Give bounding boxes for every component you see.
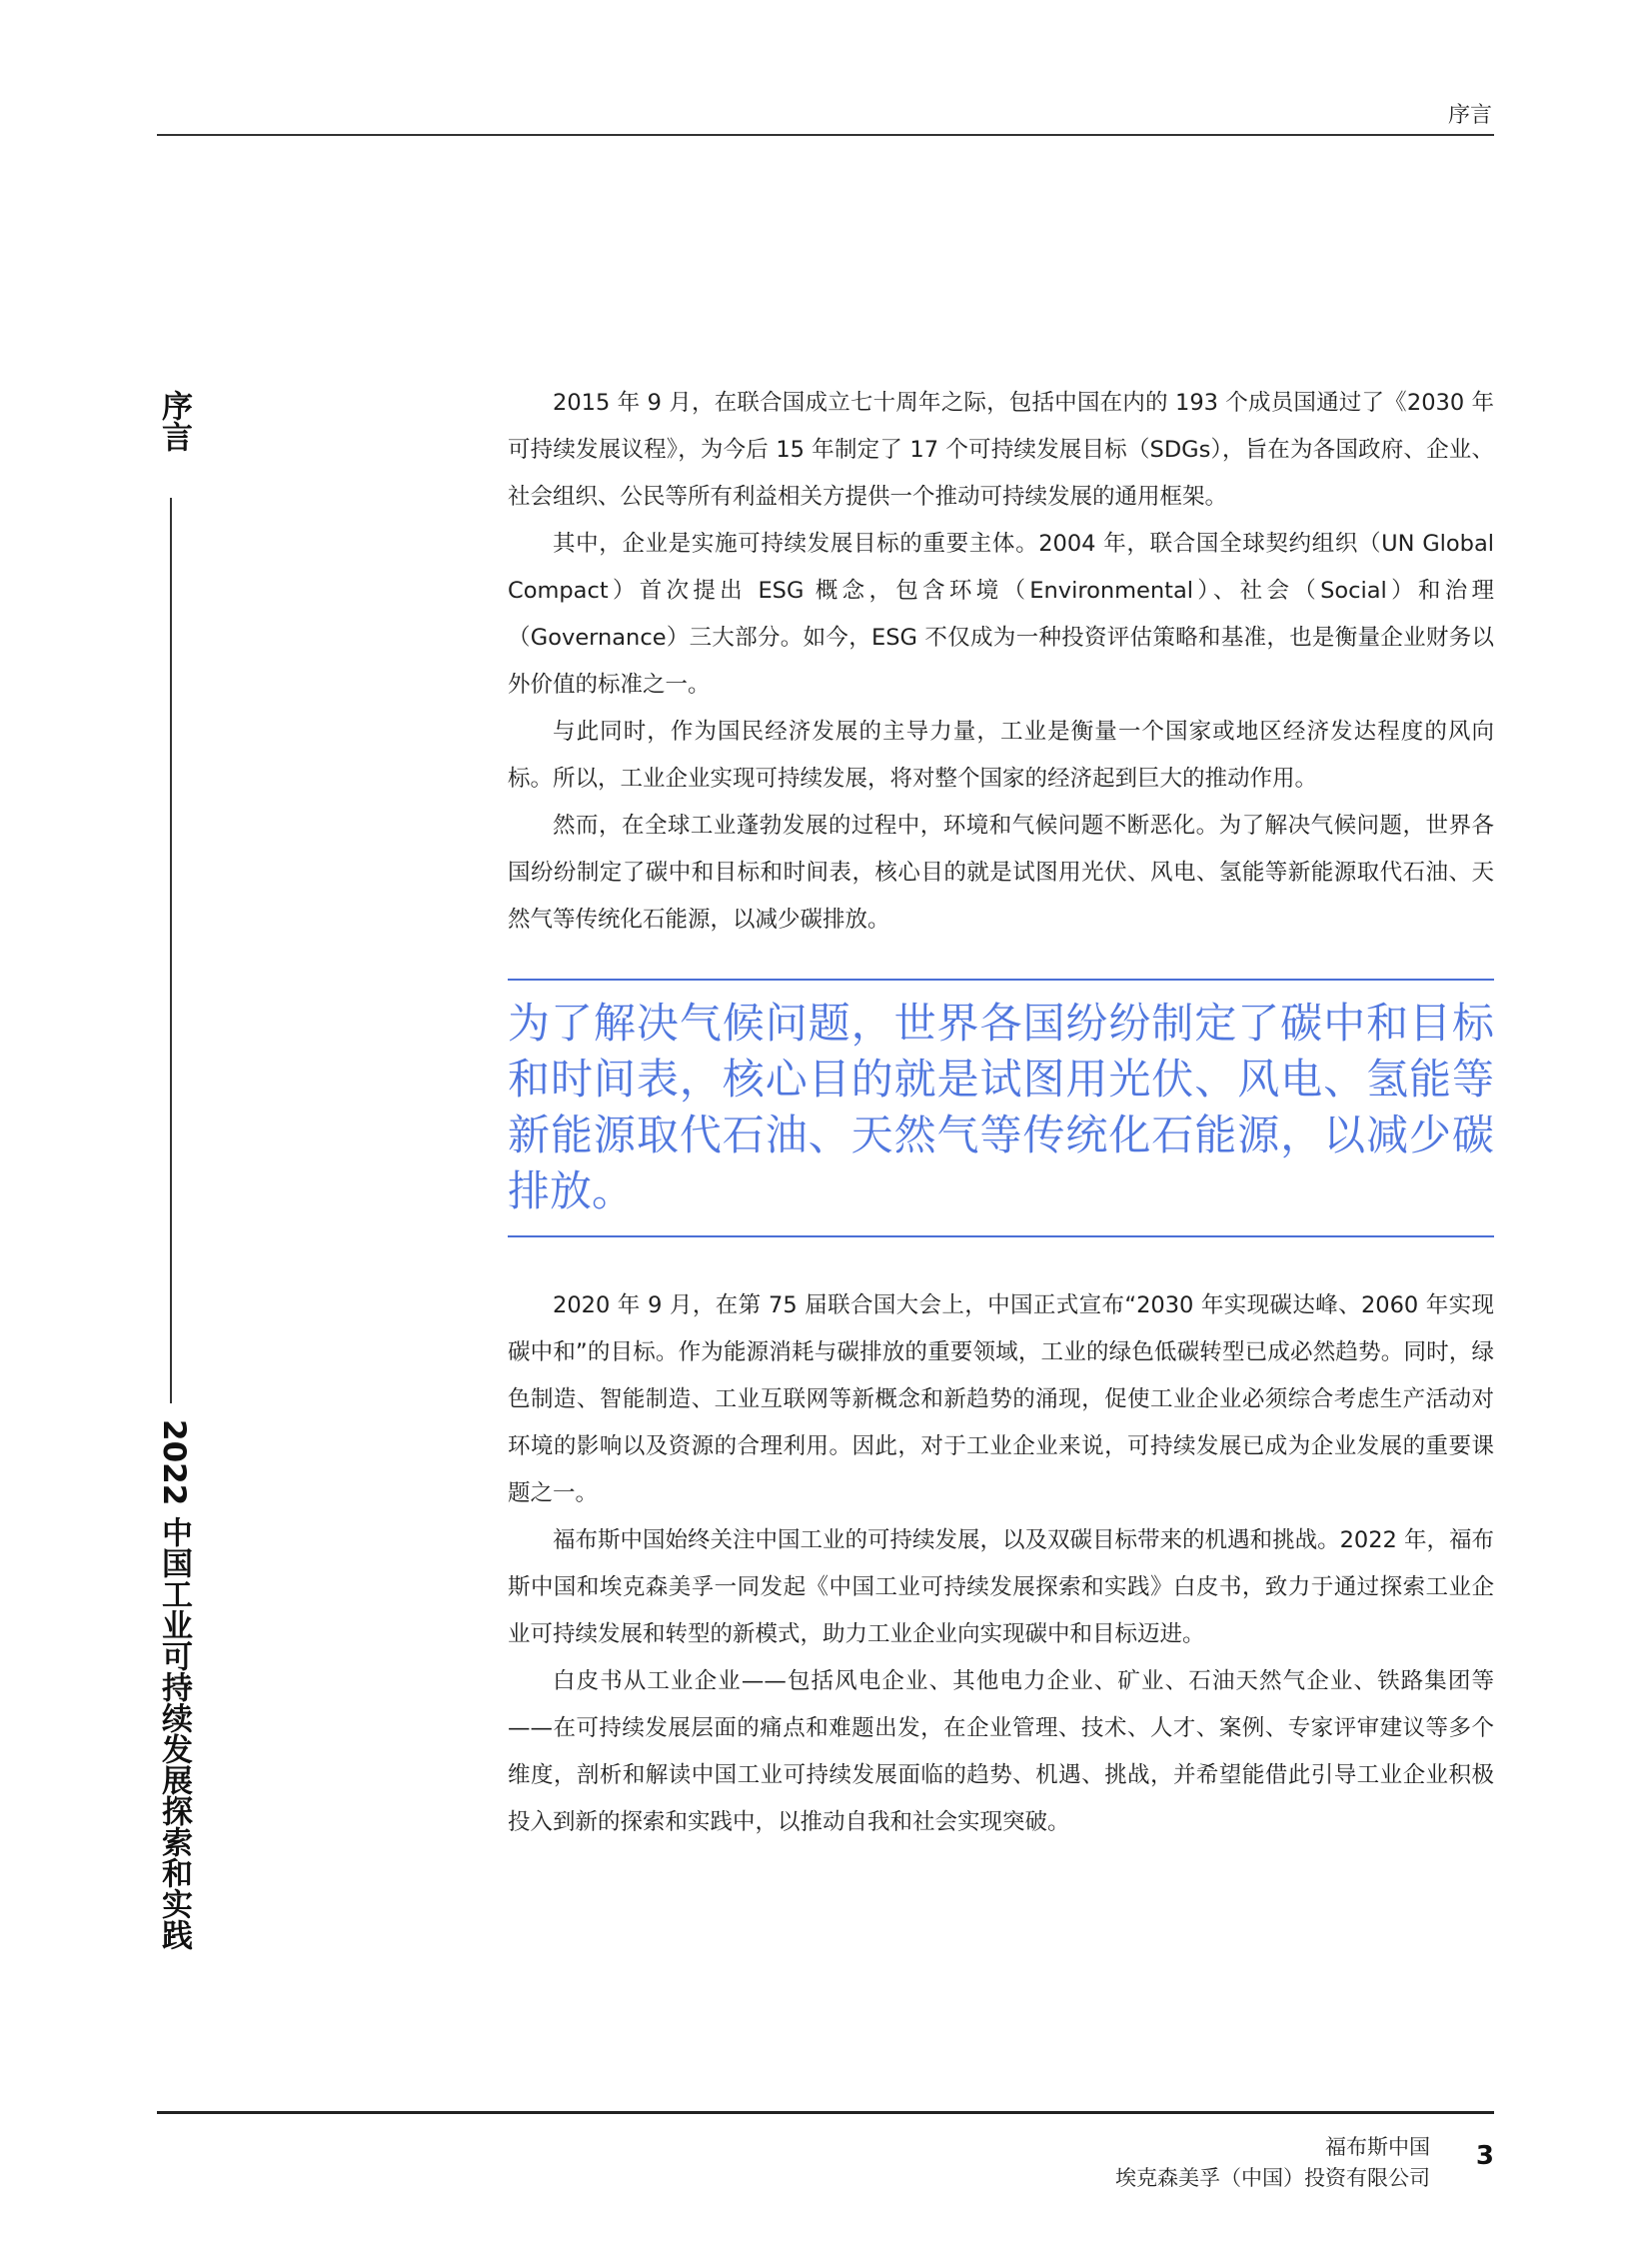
paragraph: 其中，企业是实施可持续发展目标的重要主体。2004 年，联合国全球契约组织（UN Global Compact）首次提出 ESG 概念，包含环境（Environmental）、社会（Social）和治理（Governance）三大部分。如今，ESG 不仅成为一种投资评估策略和基准，也是衡量企业财务以外价值的标准之一。 (508, 531, 1494, 698)
body-text-bottom (508, 1282, 1494, 1846)
footer-divider (157, 2111, 1494, 2114)
header-divider (157, 134, 1494, 136)
page-number: 3 (1475, 2141, 1494, 2171)
paragraph: 然而，在全球工业蓬勃发展的过程中，环境和气候问题不断恶化。为了解决气候问题，世界各国纷纷制定了碳中和目标和时间表，核心目的就是试图用光伏、风电、氢能等新能源取代石油、天然气等传统化石能源，以减少碳排放。 (508, 813, 1494, 933)
sidebar-section-title: 序言 (156, 390, 192, 452)
paragraph: 福布斯中国始终关注中国工业的可持续发展，以及双碳目标带来的机遇和挑战。2022 年，福布斯中国和埃克森美孚一同发起《中国工业可持续发展探索和实践》白皮书，致力于通过探索工业企业可持续发展和转型的新模式，助力工业企业向实现碳中和目标迈进。 (508, 1527, 1494, 1647)
paragraph: 2015 年 9 月，在联合国成立七十周年之际，包括中国在内的 193 个成员国通过了《2030 年可持续发展议程》，为今后 15 年制定了 17 个可持续发展目标（SDGs），旨在为各国政府、企业、社会组织、公民等所有利益相关方提供一个推动可持续发展的通用框架。 (508, 390, 1494, 510)
paragraph: 白皮书从工业企业——包括风电企业、其他电力企业、矿业、石油天然气企业、铁路集团等——在可持续发展层面的痛点和难题出发，在企业管理、技术、人才、案例、专家评审建议等多个维度，剖析和解读中国工业可持续发展面临的趋势、机遇、挑战，并希望能借此引导工业企业积极投入到新的探索和实践中，以推动自我和社会实现突破。 (508, 1668, 1494, 1835)
pull-quote-bottom-rule (508, 1235, 1494, 1237)
sidebar-report-title: 2022 中国工业可持续发展探索和实践 (156, 1419, 192, 1951)
pull-quote-top-rule (508, 979, 1494, 981)
header-section-label: 序言 (1447, 103, 1492, 128)
footer-org-forbes: 福布斯中国 (1325, 2135, 1430, 2159)
paragraph: 与此同时，作为国民经济发展的主导力量，工业是衡量一个国家或地区经济发达程度的风向标。所以，工业企业实现可持续发展，将对整个国家的经济起到巨大的推动作用。 (508, 719, 1494, 792)
body-text-top (508, 380, 1494, 944)
pull-quote: 为了解决气候问题，世界各国纷纷制定了碳中和目标和时间表，核心目的就是试图用光伏、风电、氢能等新能源取代石油、天然气等传统化石能源，以减少碳排放。 (508, 999, 1494, 1215)
footer-org-exxonmobil: 埃克森美孚（中国）投资有限公司 (1115, 2166, 1430, 2190)
paragraph: 2020 年 9 月，在第 75 届联合国大会上，中国正式宣布“2030 年实现碳达峰、2060 年实现碳中和”的目标。作为能源消耗与碳排放的重要领域，工业的绿色低碳转型已成必然趋势。同时，绿色制造、智能制造、工业互联网等新概念和新趋势的涌现，促使工业企业必须综合考虑生产活动对环境的影响以及资源的合理利用。因此，对于工业企业来说，可持续发展已成为企业发展的重要课题之一。 (508, 1292, 1494, 1506)
footer-organizations (1115, 2132, 1430, 2194)
sidebar-divider (170, 498, 172, 1403)
